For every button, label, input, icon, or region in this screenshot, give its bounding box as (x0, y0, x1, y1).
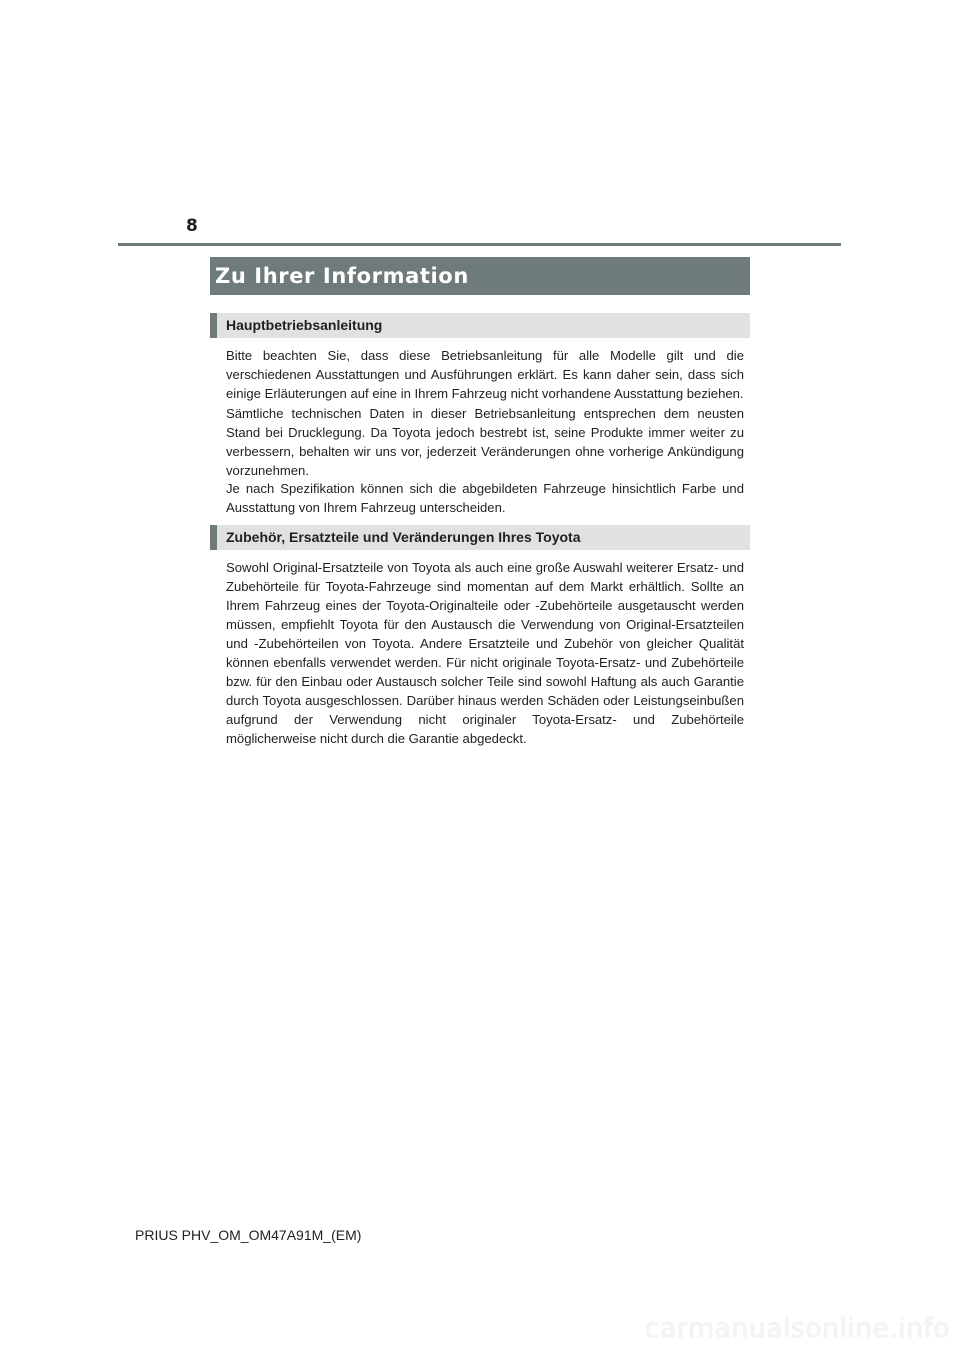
subheading-zubehoer (210, 525, 750, 550)
watermark: carmanualsonline.info (644, 1313, 950, 1344)
paragraph: Bitte beachten Sie, dass diese Betriebsanleitung für alle Modelle gilt und die verschiedenen Ausstattungen und Ausführungen erklärt. Es kann daher sein, dass sich einige Erläuterungen auf eine in Ihrem Fahrzeug nicht vorhandene Ausstattung beziehen. (226, 348, 744, 401)
paragraph: Je nach Spezifikation können sich die abgebildeten Fahrzeuge hinsichtlich Farbe und Ausstattung von Ihrem Fahrzeug unterscheiden. (226, 481, 744, 515)
subheading-label: Zubehör, Ersatzteile und Veränderungen Ihres Toyota (226, 529, 581, 545)
section-title: Zu Ihrer Information (215, 264, 469, 288)
document-code: PRIUS PHV_OM_OM47A91M_(EM) (135, 1227, 362, 1243)
header-rule (118, 243, 841, 246)
paragraph: Sowohl Original-Ersatzteile von Toyota als auch eine große Auswahl weiterer Ersatz- und Zubehörteile für Toyota-Fahrzeuge sind momentan auf dem Markt erhältlich. Sollte an Ihrem Fahrzeug eines der Toyota-Originalteile oder -Zubehörteile ausgetauscht werden müssen, empfiehlt Toyota für den Austausch die Verwendung von Original-Ersatzteilen und -Zubehörteilen von Toyota. Andere Ersatzteile und Zubehör von gleicher Qualität können ebenfalls verwendet werden. Für nicht originale Toyota-Ersatz- und Zubehörteile bzw. für den Einbau oder Austausch solcher Teile sind sowohl Haftung als auch Garantie durch Toyota ausgeschlossen. Darüber hinaus werden Schäden oder Leistungseinbußen aufgrund der Verwendung nicht originaler Toyota-Ersatz- und Zubehörteile möglicherweise nicht durch die Garantie abgedeckt. (226, 560, 744, 746)
subheading-label: Hauptbetriebsanleitung (226, 317, 383, 333)
paragraph: Sämtliche technischen Daten in dieser Betriebsanleitung entsprechen dem neusten Stand bei Drucklegung. Da Toyota jedoch bestrebt ist, seine Produkte immer weiter zu verbessern, behalten wir uns vor, jederzeit Veränderungen ohne vorherige Ankündigung vorzunehmen. (226, 406, 744, 478)
subheading-hauptbetriebsanleitung (210, 313, 750, 338)
section-title-banner (210, 257, 750, 295)
page-number: 8 (186, 216, 198, 236)
